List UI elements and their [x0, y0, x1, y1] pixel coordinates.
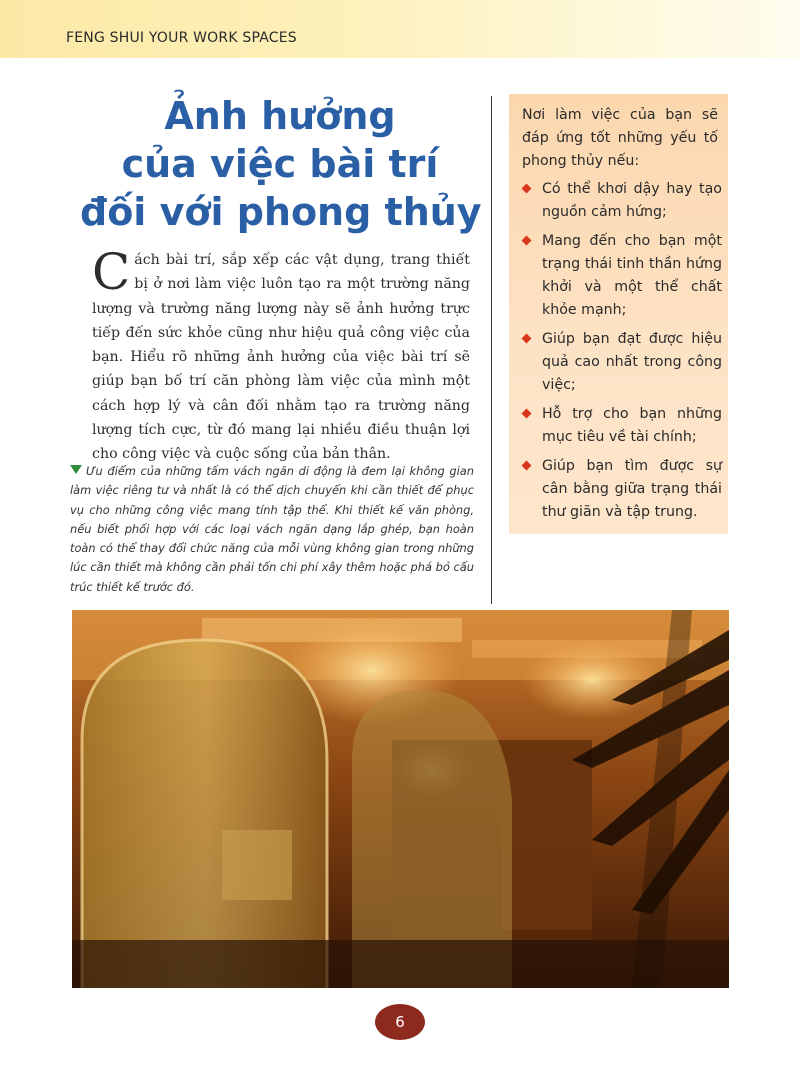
list-item: Hỗ trợ cho bạn những mục tiêu về tài chính;	[522, 403, 722, 449]
diamond-bullet-icon	[522, 334, 532, 344]
title-line: đối với phong thủy	[80, 190, 482, 234]
title-line: Ảnh hưởng	[164, 94, 396, 138]
sidebar-list	[522, 178, 722, 530]
diamond-bullet-icon	[522, 409, 532, 419]
list-item: Giúp bạn tìm được sự cân bằng giữa trạng thái thư giãn và tập trung.	[522, 455, 722, 524]
column-divider	[491, 96, 492, 604]
list-item: Có thể khơi dậy hay tạo nguồn cảm hứng;	[522, 178, 722, 224]
list-item: Giúp bạn đạt được hiệu quả cao nhất trong công việc;	[522, 328, 722, 397]
drop-cap: C	[92, 243, 131, 301]
page-title	[80, 92, 480, 236]
caption-text: Ưu điểm của những tấm vách ngăn di động là đem lại không gian làm việc riêng tư và nhất là có thể dịch chuyển khi cần thiết để phục vụ cho những công việc mang tính tập thể. Khi thiết kế văn phòng, nếu biết phối hợp với các loại vách ngăn dạng lắp ghép, bạn hoàn toàn có thể thay đổi chức năng của mỗi vùng không gian trong những lúc cần thiết mà không cần phải tốn chi phí xây thêm hoặc phá bỏ cấu trúc thiết kế trước đó.	[70, 464, 474, 594]
intro-paragraph	[92, 243, 470, 467]
running-header: FENG SHUI YOUR WORK SPACES	[66, 30, 297, 46]
diamond-bullet-icon	[522, 236, 532, 246]
photo-caption	[70, 462, 474, 597]
diamond-bullet-icon	[522, 184, 532, 194]
list-item: Mang đến cho bạn một trạng thái tinh thần hứng khởi và một thể chất khỏe mạnh;	[522, 230, 722, 322]
title-line: của việc bài trí	[121, 142, 439, 186]
intro-text: ách bài trí, sắp xếp các vật dụng, trang thiết bị ở nơi làm việc luôn tạo ra một trường năng lượng và trường năng lượng này sẽ ảnh hưởng trực tiếp đến sức khỏe cũng như hiệu quả công việc của bạn. Hiểu rõ những ảnh hưởng của việc bài trí sẽ giúp bạn bố trí căn phòng làm việc của mình một cách hợp lý và cân đối nhằm tạo ra trường năng lượng tích cực, từ đó mang lại nhiều điều thuận lợi cho công việc và cuộc sống của bản thân.	[92, 252, 470, 463]
sidebar-box	[509, 94, 728, 534]
office-photo-illustration	[72, 610, 729, 988]
page-number: 6	[375, 1004, 425, 1040]
office-photo	[72, 610, 729, 988]
sidebar-intro: Nơi làm việc của bạn sẽ đáp ứng tốt những yếu tố phong thủy nếu:	[522, 107, 718, 169]
header-band	[0, 0, 800, 58]
diamond-bullet-icon	[522, 461, 532, 471]
triangle-bullet-icon	[70, 465, 82, 474]
